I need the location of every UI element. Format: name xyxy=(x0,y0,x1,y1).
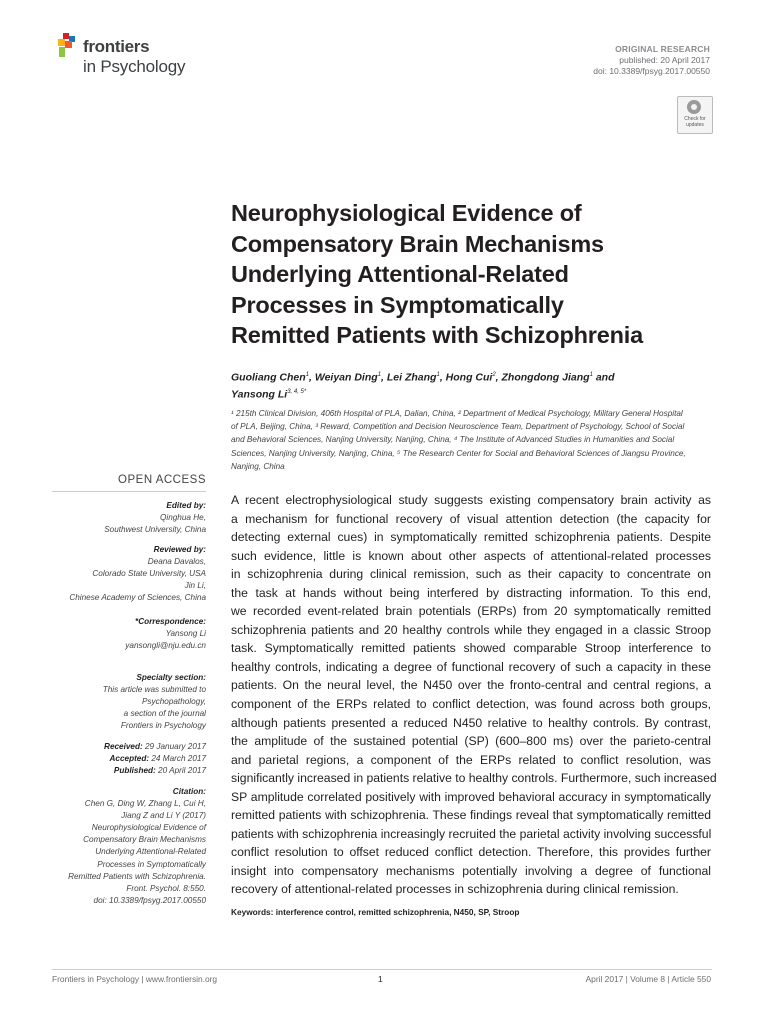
abstract-line: conflict resolution to offset reduced conflict detection. Therefore, this provides further xyxy=(231,845,711,860)
affiliation-ref: 1 xyxy=(436,372,440,378)
frontiers-logo-icon xyxy=(56,33,80,61)
footer-divider xyxy=(52,969,712,970)
author-name[interactable]: Yansong Li xyxy=(231,388,288,400)
affiliation-line: Nanjing, China xyxy=(231,461,285,471)
published-label: Published: xyxy=(113,766,156,776)
specialty-line: a section of the journal xyxy=(123,709,206,719)
abstract-line: patients. On the neural level, the N450 over the fronto-central and central regions, a xyxy=(231,678,711,693)
received-date: 29 January 2017 xyxy=(145,742,206,751)
article-doi[interactable]: doi: 10.3389/fpsyg.2017.00550 xyxy=(593,66,710,76)
received-label: Received: xyxy=(104,742,143,751)
citation-doi[interactable]: doi: 10.3389/fpsyg.2017.00550 xyxy=(93,895,206,905)
title-line: Underlying Attentional-Related xyxy=(231,261,569,287)
citation-block xyxy=(36,786,206,907)
abstract-line: healthy controls, indicating a degree of functional recovery of such a capacity in these xyxy=(231,659,711,674)
author-conjunction: and xyxy=(595,371,615,384)
reviewed-by-label: Reviewed by: xyxy=(153,545,206,554)
abstract-line: remitted patients with schizophrenia. These findings reveal that symptomatically remitted xyxy=(231,808,711,823)
logo-wordmark-frontiers: frontiers xyxy=(83,37,150,56)
citation-line: Front. Psychol. 8:550. xyxy=(126,883,206,893)
reviewer-line: Colorado State University, USA xyxy=(92,569,206,579)
correspondence-name: Yansong Li xyxy=(165,629,206,639)
published-date-side: 20 April 2017 xyxy=(158,766,206,776)
abstract-line: and parietal regions, a component of the ERPs related to conflict resolution, was xyxy=(231,752,711,767)
keywords: Keywords: interference control, remitted schizophrenia, N450, SP, Stroop xyxy=(231,907,520,917)
affiliations xyxy=(231,407,713,473)
abstract-line: component of the ERPs related to conflict detection, was found across both groups, xyxy=(231,697,711,712)
check-for-updates-badge[interactable] xyxy=(677,96,713,134)
footer-journal[interactable]: Frontiers in Psychology | www.frontiersin.org xyxy=(52,974,218,984)
reviewer-line: Deana Davalos, xyxy=(147,557,206,567)
citation-line: Compensatory Brain Mechanisms xyxy=(83,835,206,845)
update-check-icon xyxy=(687,100,701,114)
article-header-info xyxy=(593,44,710,77)
abstract-line: insight into compensatory mechanisms potentially involving a degree of functional xyxy=(231,863,711,878)
affiliation-ref: 1 xyxy=(305,372,310,378)
correspondence-label: *Correspondence: xyxy=(135,617,206,626)
affiliation-line: and Behavioral Sciences, Nanjing University, Nanjing, China, ⁴ The Institute of Advanced Studies in Humanities and Social xyxy=(231,435,675,445)
citation-line: Jiang Z and Li Y (2017) xyxy=(121,811,206,821)
abstract xyxy=(231,491,717,899)
abstract-line: detecting external cues) in symptomatically remitted schizophrenia patients. Despite xyxy=(231,530,711,545)
editor-line: Qinghua He, xyxy=(160,513,206,523)
correspondence-block xyxy=(36,616,206,652)
abstract-line: patients with schizophrenia increasingly recruited the parietal activity involving successful xyxy=(231,826,712,841)
title-line: Processes in Symptomatically xyxy=(231,291,564,318)
affiliation-line: Sciences, Nanjing University, Nanjing, China, ⁵ The Research Center for Social and Behavioral Sciences of Jiangsu Province, xyxy=(231,448,686,458)
author-name[interactable]: Lei Zhang xyxy=(386,371,437,384)
specialty-line: This article was submitted to xyxy=(102,685,206,695)
citation-line: Neurophysiological Evidence of xyxy=(91,823,206,833)
citation-line: Remitted Patients with Schizophrenia. xyxy=(68,871,206,881)
affiliation-line: of PLA, Beijing, China, ³ Reward, Competition and Decision Neuroscience Team, Department of Psychology, School of Social xyxy=(231,422,685,432)
abstract-line: A recent electrophysiological study suggests existing compensatory brain activity as xyxy=(231,493,711,507)
abstract-line: such evidence, little is known about other aspects of attentional-related processes xyxy=(231,548,711,563)
article-type: ORIGINAL RESEARCH xyxy=(615,44,710,54)
title-line: Compensatory Brain Mechanisms xyxy=(231,230,604,257)
badge-label: Check for updates xyxy=(684,116,706,128)
sidebar-divider xyxy=(52,491,206,492)
affiliation-ref: 1 xyxy=(589,372,593,378)
abstract-line: recovery of attentional-related processes in schizophrenia during clinical remission. xyxy=(231,882,679,897)
affiliation-ref: 3, 4, 5 xyxy=(287,388,304,395)
specialty-line: Psychopathology, xyxy=(141,697,206,707)
abstract-line: a mechanism for functional recovery of visual attention detection (the capacity for xyxy=(231,511,711,526)
correspondence-email[interactable]: yansongli@nju.edu.cn xyxy=(125,641,206,651)
abstract-line: the task at hands without being interfered by distracting information. To this end, xyxy=(231,585,711,600)
logo-wordmark-journal: in Psychology xyxy=(83,57,186,76)
accepted-date: 24 March 2017 xyxy=(151,754,206,764)
abstract-line: SP amplitude correlated positively with improved behavioral accuracy in symptomatically xyxy=(231,789,711,804)
journal-logo[interactable] xyxy=(56,33,206,83)
published-date: published: 20 April 2017 xyxy=(619,55,710,65)
author-name[interactable]: Zhongdong Jiang xyxy=(501,371,590,384)
abstract-line: although patients presented a reduced N450 relative to healthy controls. By contrast, xyxy=(231,715,711,730)
specialty-label: Specialty section: xyxy=(136,673,206,682)
edited-by-block xyxy=(36,500,206,536)
dates-block xyxy=(36,741,206,777)
abstract-line: the amplitude of the sustained potential (SP) (600–800 ms) over the parieto-central xyxy=(231,734,711,749)
edited-by-label: Edited by: xyxy=(166,501,206,510)
author-name[interactable]: Hong Cui xyxy=(445,371,493,384)
specialty-block xyxy=(36,672,206,732)
specialty-line: Frontiers in Psychology xyxy=(120,721,206,731)
abstract-line: schizophrenia patients and 20 healthy controls while they engaged in a classic Stroop xyxy=(231,622,711,637)
abstract-line: task. Symptomatically remitted patients showed comparable Stroop interference to xyxy=(231,641,711,656)
corresponding-mark: * xyxy=(303,388,307,395)
author-name[interactable]: Guoliang Chen xyxy=(231,371,306,384)
author-list: Guoliang Chen$^1$, Weiyan Ding$^1$, Lei Zhang$^1$, Hong Cui$^2$, Zhongdong Jiang$^1$ and Yansong $Li^{3, 4, 5*}$ xyxy=(231,371,615,400)
affiliation-line: ¹ 215th Clinical Division, 406th Hospital of PLA, Dalian, China, ² Department of Medical Psychology, Military General Hospital xyxy=(231,409,683,418)
footer-issue: April 2017 | Volume 8 | Article 550 xyxy=(585,974,711,984)
author-name[interactable]: Weiyan Ding xyxy=(314,371,378,384)
reviewer-line: Jin Li, xyxy=(184,581,206,591)
editor-line: Southwest University, China xyxy=(104,525,206,535)
reviewer-line: Chinese Academy of Sciences, China xyxy=(69,593,206,603)
affiliation-ref: 2 xyxy=(492,372,496,378)
reviewed-by-block xyxy=(36,544,206,604)
abstract-line: we recorded event-related brain potentials (ERPs) from 20 symptomatically remitted xyxy=(231,604,711,619)
open-access-label: OPEN ACCESS xyxy=(118,474,206,486)
title-line: Remitted Patients with Schizophrenia xyxy=(231,322,643,348)
accepted-label: Accepted: xyxy=(109,754,150,764)
citation-line: Processes in Symptomatically xyxy=(97,859,206,869)
citation-label: Citation: xyxy=(172,787,206,796)
citation-line: Chen G, Ding W, Zhang L, Cui H, xyxy=(84,799,206,809)
abstract-line: in schizophrenia during clinical remission, such as their capacity to concentrate on xyxy=(231,567,711,582)
affiliation-ref: 1 xyxy=(377,372,382,378)
abstract-line: significantly increased in patients relative to healthy controls. Furthermore, such increased xyxy=(231,771,717,786)
article-title xyxy=(231,198,731,351)
title-line: Neurophysiological Evidence of xyxy=(231,200,582,226)
page-number: 1 xyxy=(378,974,383,984)
citation-line: Underlying Attentional-Related xyxy=(95,847,206,857)
